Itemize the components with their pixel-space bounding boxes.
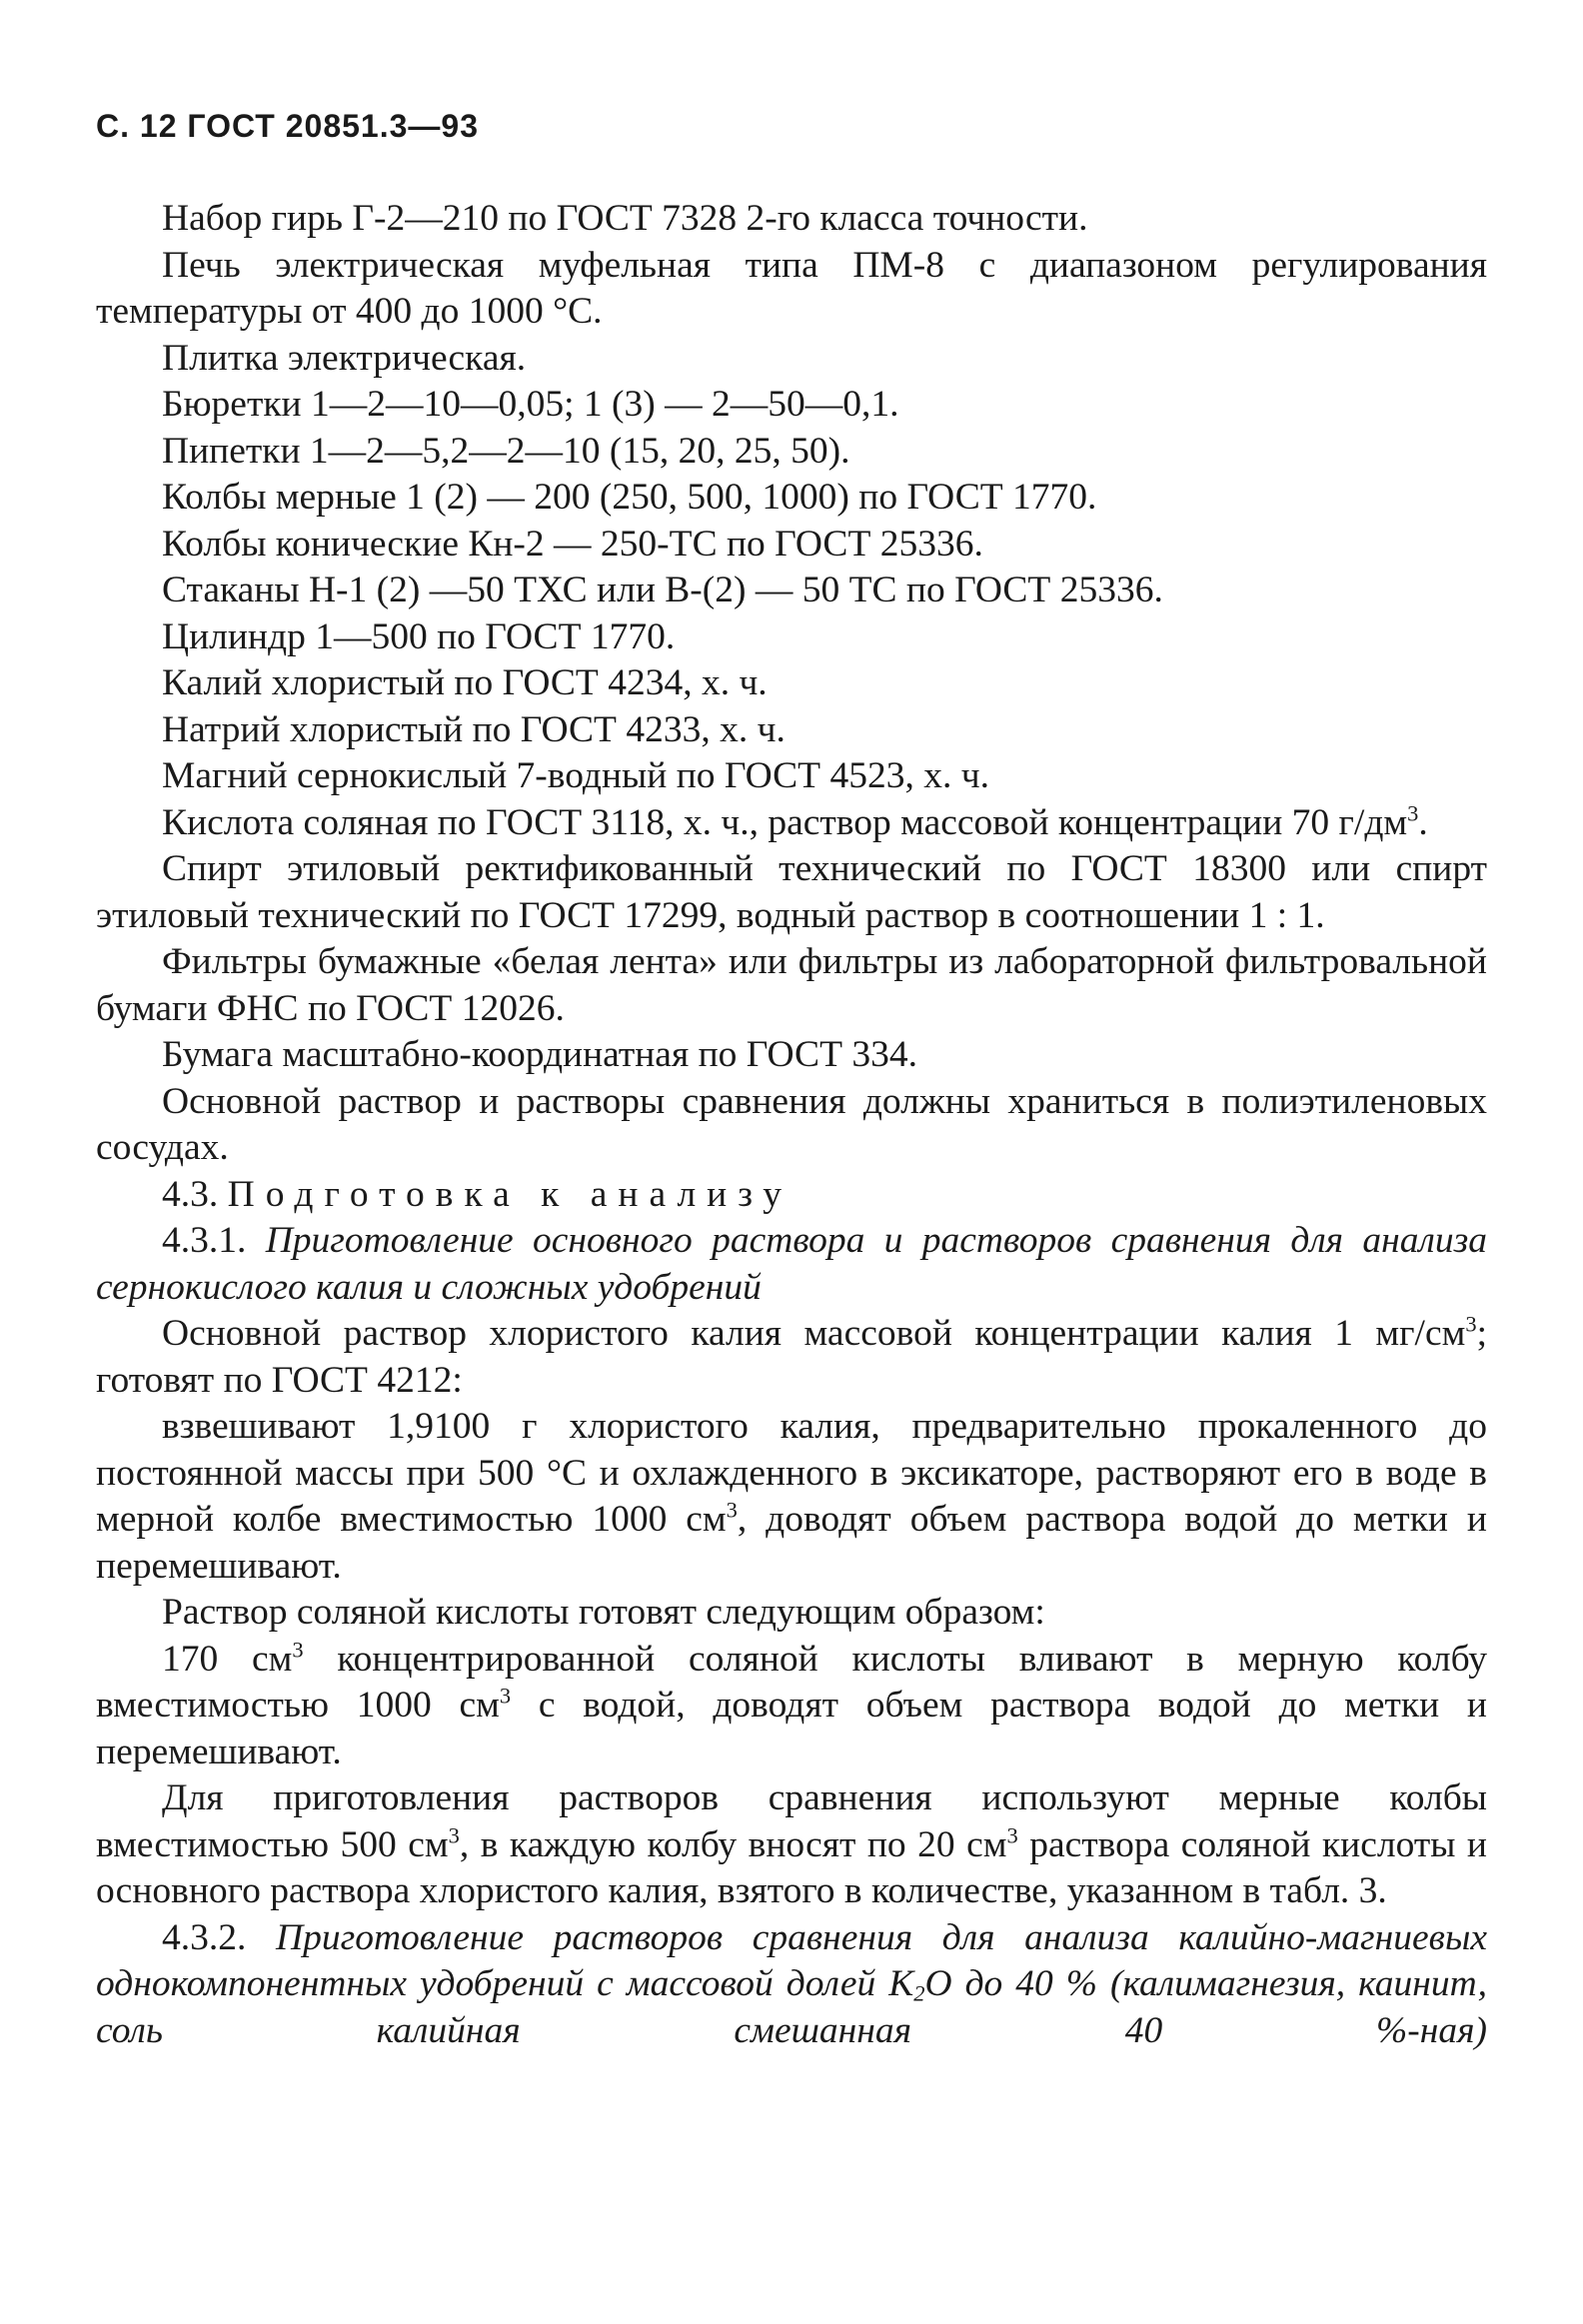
- text-run: Основной раствор хлористого калия массовой концентрации калия 1 мг/см: [162, 1313, 1466, 1354]
- superscript: 3: [1407, 800, 1419, 825]
- subsection-heading-4-3-2: [96, 1915, 1487, 2055]
- equipment-item: Печь электрическая муфельная типа ПМ-8 с диапазоном регулирования температуры от 400 до 1000 °С.: [96, 244, 1487, 332]
- superscript: 3: [1006, 1822, 1018, 1847]
- text-run: , в каждую колбу вносят по 20 см: [459, 1823, 1007, 1865]
- storage-note: Основной раствор и растворы сравнения должны храниться в полиэтиленовых сосудах.: [96, 1080, 1487, 1168]
- superscript: 3: [499, 1683, 512, 1709]
- section-number: 4.3.: [162, 1173, 219, 1215]
- reagent-item: Магний сернокислый 7-водный по ГОСТ 4523, х. ч.: [162, 755, 989, 796]
- equipment-item: Стаканы Н-1 (2) —50 ТХС или В-(2) — 50 ТС по ГОСТ 25336.: [162, 570, 1163, 610]
- reagent-item: Калий хлористый по ГОСТ 4234, х. ч.: [162, 662, 768, 703]
- equipment-item: Колбы мерные 1 (2) — 200 (250, 500, 1000) по ГОСТ 1770.: [162, 477, 1097, 518]
- superscript: 3: [448, 1822, 460, 1847]
- reagent-item: Спирт этиловый ректификованный технический по ГОСТ 18300 или спирт этиловый технический по ГОСТ 17299, водный раствор в соотношении 1 : 1.: [96, 848, 1487, 936]
- reagent-item: [96, 800, 1487, 847]
- paragraph: [96, 1637, 1487, 1776]
- equipment-item: Цилиндр 1—500 по ГОСТ 1770.: [162, 615, 676, 657]
- text-run: О до 40 % (калимагнезия, каинит, соль калийная смешанная 40 %-ная): [96, 1963, 1487, 2051]
- text-run: с водой, доводят объем раствора водой до метки и перемешивают.: [96, 1685, 1487, 1772]
- paragraph: [96, 1311, 1487, 1404]
- reagent-item: Фильтры бумажные «белая лента» или фильтры из лабораторной фильтровальной бумаги ФНС по ГОСТ 12026.: [96, 941, 1487, 1029]
- equipment-item: Пипетки 1—2—5,2—2—10 (15, 20, 25, 50).: [162, 430, 850, 472]
- text-run: .: [1418, 801, 1428, 843]
- subscript: 2: [913, 1980, 925, 2006]
- superscript: 3: [726, 1497, 738, 1523]
- text-run: раствора соляной кислоты и основного раствора хлористого калия, взятого в количестве, указанном в табл. 3.: [96, 1823, 1487, 1911]
- section-number: 4.3.1.: [162, 1220, 247, 1261]
- equipment-item: Плитка электрическая.: [162, 337, 527, 379]
- reagent-item: Натрий хлористый по ГОСТ 4233, х. ч.: [162, 708, 786, 750]
- running-head: С. 12 ГОСТ 20851.3—93: [96, 108, 479, 144]
- subsection-heading-4-3-1: [96, 1218, 1487, 1311]
- text-run: взвешивают 1,9100 г хлористого калия, предварительно прокаленного до постоянной массы при 500 °С и охлажденного в эксикаторе, растворяют его в воде в мерной колбе вместимостью 1000 см: [96, 1406, 1487, 1540]
- text-run: ; готовят по ГОСТ 4212:: [96, 1313, 1487, 1401]
- text-run: Приготовление растворов сравнения для анализа калийно-магниевых однокомпонентных удобрений с массовой долей K: [96, 1916, 1487, 2004]
- text-run: Для приготовления растворов сравнения используют мерные колбы вместимостью 500 см: [96, 1777, 1487, 1865]
- paragraph: [96, 1775, 1487, 1915]
- superscript: 3: [292, 1637, 304, 1662]
- equipment-item: Бюретки 1—2—10—0,05; 1 (3) — 2—50—0,1.: [162, 384, 899, 425]
- reagent-item: Бумага масштабно-координатная по ГОСТ 334.: [162, 1034, 917, 1075]
- equipment-item: Набор гирь Г-2—210 по ГОСТ 7328 2-го класса точности.: [162, 198, 1088, 239]
- superscript: 3: [1465, 1311, 1477, 1337]
- text-run: Кислота соляная по ГОСТ 3118, х. ч., раствор массовой концентрации 70 г/дм: [162, 801, 1408, 843]
- section-heading-4-3: [96, 1172, 1487, 1219]
- section-title: Подготовка к анализу: [227, 1173, 793, 1215]
- equipment-item: Колбы конические Кн-2 — 250-ТС по ГОСТ 25336.: [162, 523, 983, 565]
- text-run: , доводят объем раствора водой до метки и перемешивают.: [96, 1499, 1487, 1587]
- paragraph: [96, 1404, 1487, 1590]
- section-title: Приготовление основного раствора и растворов сравнения для анализа сернокислого калия и сложных удобрений: [96, 1220, 1488, 1308]
- section-title: [96, 1917, 1487, 2051]
- paragraph: Раствор соляной кислоты готовят следующим образом:: [162, 1592, 1045, 1633]
- text-run: 170 см: [162, 1638, 293, 1680]
- document-body: [96, 196, 1487, 2054]
- text-run: концентрированной соляной кислоты вливают в мерную колбу вместимостью 1000 см: [96, 1638, 1488, 1726]
- section-number: 4.3.2.: [162, 1916, 247, 1958]
